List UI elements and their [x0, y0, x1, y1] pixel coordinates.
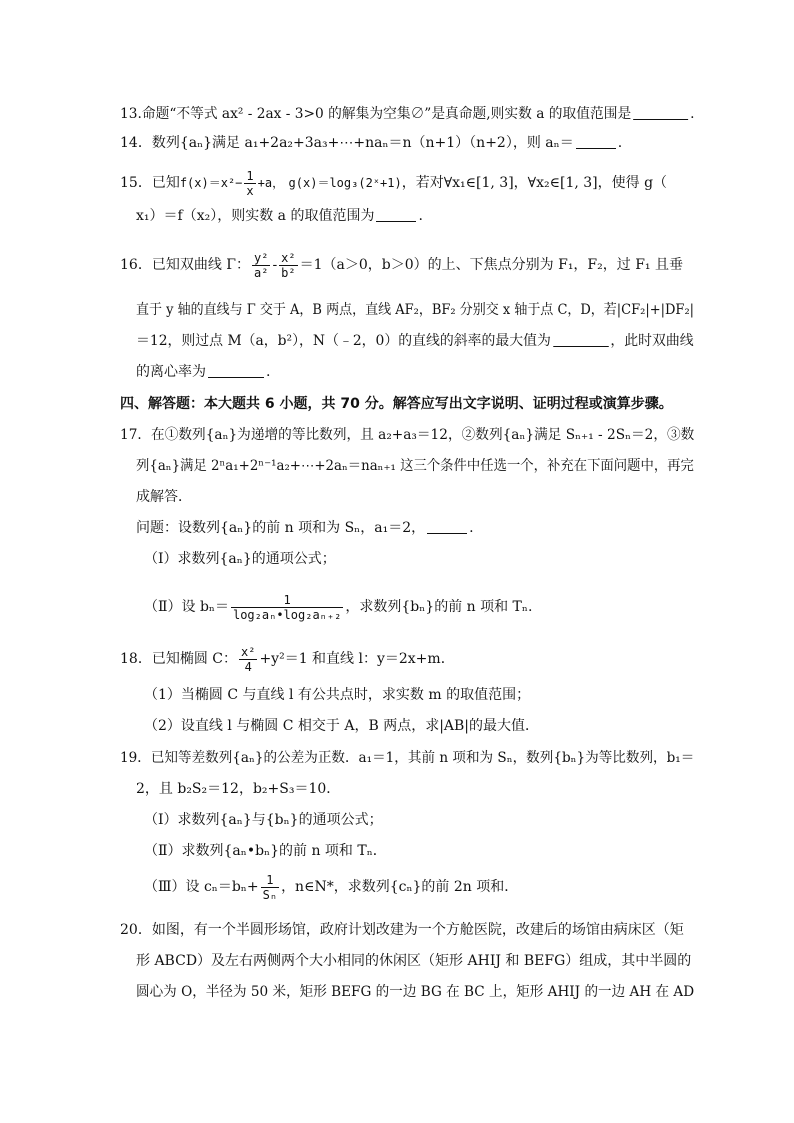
question-16-line-4 — [136, 362, 270, 382]
section-heading: 四、解答题：本大题共 6 小题，共 70 分。解答应写出文字说明、证明过程或演算步骤。 — [120, 396, 673, 412]
question-15-text: x₁）＝f（x₂），则实数 a 的取值范围为 — [136, 208, 375, 224]
question-19-part-3-intro: （Ⅲ）设 cₙ＝bₙ+ — [144, 879, 259, 895]
question-17-text: 17．在①数列{aₙ}为递增的等比数列，且 a₂+a₃＝12，②数列{aₙ}满足 Sₙ₊₁ - 2Sₙ＝2，③数 — [120, 427, 695, 443]
answer-blank — [576, 134, 616, 149]
question-19-part-1 — [144, 810, 383, 830]
question-17-line-2 — [136, 456, 694, 476]
question-17-tail: . — [469, 520, 474, 536]
question-19-part-2-text: （Ⅱ）求数列{aₙ•bₙ}的前 n 项和 Tₙ． — [144, 843, 387, 859]
question-20-line-3 — [136, 982, 694, 1002]
question-17-part-1-text: （Ⅰ）求数列{aₙ}的通项公式； — [144, 551, 336, 567]
question-19-text: 2，且 b₂S₂＝12，b₂+S₃＝10． — [136, 781, 341, 797]
question-19-part-3 — [144, 870, 518, 904]
question-20-line-2 — [136, 951, 691, 971]
question-18-part-1-text: （1）当椭圆 C 与直线 l 有公共点时，求实数 m 的取值范围； — [144, 687, 531, 703]
question-16-tail: . — [266, 364, 271, 380]
fraction-numerator: 1 — [283, 592, 291, 607]
question-18-intro: 18．已知椭圆 C： — [120, 651, 237, 667]
question-13-tail: . — [690, 106, 695, 122]
question-18-part-2-text: （2）设直线 l 与椭圆 C 相交于 A，B 两点，求|AB|的最大值． — [144, 718, 540, 734]
question-17-part-1 — [144, 549, 336, 569]
question-14-text: 14．数列{aₙ}满足 a₁+2a₂+3a₃+⋯+naₙ＝n（n+1）（n+2），则 aₙ＝ — [120, 135, 574, 151]
question-15-intro: 15．已知 — [120, 175, 180, 191]
question-19-line-1 — [120, 748, 694, 768]
question-18-line-1 — [120, 642, 455, 676]
question-17-problem-text: 问题：设数列{aₙ}的前 n 项和为 Sₙ，a₁＝2， — [136, 520, 426, 536]
fraction-denominator: 4 — [239, 659, 257, 674]
fraction-denominator: x — [246, 183, 254, 198]
question-14 — [120, 133, 622, 153]
question-16-line-3 — [136, 331, 694, 351]
question-15-line-2 — [136, 206, 423, 226]
question-17-text: 成解答． — [136, 489, 192, 505]
question-16-line-1 — [120, 248, 683, 282]
fraction-1-over-x — [244, 169, 255, 198]
question-13-text: 13.命题“不等式 ax² - 2ax - 3>0 的解集为空集∅”是真命题,则实数 a 的取值范围是 — [120, 106, 632, 122]
answer-blank — [633, 105, 688, 120]
question-18-text: +y²＝1 和直线 l：y＝2x+m． — [259, 651, 455, 667]
question-20-text: 20．如图，有一个半圆形场馆，政府计划改建为一个方舱医院，改建后的场馆由病床区（矩 — [120, 922, 684, 938]
question-19-part-3-text: ，n∈N*，求数列{cₙ}的前 2n 项和． — [281, 879, 519, 895]
function-f-expression-tail: +a， — [257, 176, 285, 190]
question-17-problem — [136, 518, 474, 538]
question-17-part-2-intro: （Ⅱ）设 bₙ＝ — [144, 599, 229, 615]
question-19-text: 19．已知等差数列{aₙ}的公差为正数．a₁＝1，其前 n 项和为 Sₙ，数列{bₙ}为等比数列，b₁＝ — [120, 750, 695, 766]
answer-blank — [376, 207, 416, 222]
question-16-text: 直于 y 轴的直线与 Γ 交于 A，B 两点，直线 AF₂，BF₂ 分别交 x 轴于点 C，D，若|CF₂|+|DF₂| — [136, 302, 695, 318]
question-17-part-2 — [144, 590, 532, 624]
fraction-denominator: a² — [253, 265, 269, 280]
question-16-text: 的离心率为 — [136, 364, 206, 380]
fraction-denominator: log₂aₙ•log₂aₙ₊₂ — [232, 607, 342, 622]
question-17-text: 列{aₙ}满足 2ⁿa₁+2ⁿ⁻¹a₂+⋯+2aₙ＝naₙ₊₁ 这三个条件中任选一个，补充在下面问题中，再完 — [136, 458, 694, 474]
fraction-numerator: y² — [253, 250, 269, 265]
question-15-line-1 — [120, 168, 667, 198]
fraction-numerator: 1 — [266, 872, 274, 887]
question-20-text: 圆心为 O，半径为 50 米，矩形 BEFG 的一边 BG 在 BC 上，矩形 AHIJ 的一边 AH 在 AD — [136, 984, 695, 1000]
question-15-condition: ，若对∀x₁∈[1, 3]，∀x₂∈[1, 3]，使得 g（ — [401, 175, 668, 191]
question-17-line-3 — [136, 487, 192, 507]
question-15-tail: . — [418, 208, 423, 224]
question-17-line-1 — [120, 425, 694, 445]
fraction-x2-over-4 — [239, 645, 257, 674]
fraction-numerator: x² — [281, 250, 296, 265]
question-14-tail: . — [617, 135, 623, 151]
fraction-x2-over-b2 — [279, 251, 297, 280]
function-f-expression: f(x)＝x²− — [179, 176, 243, 190]
question-19-line-2 — [136, 779, 340, 799]
fraction-numerator: 1 — [246, 168, 254, 183]
question-16-text: ＝1（a＞0，b＞0）的上、下焦点分别为 F₁，F₂，过 F₁ 且垂 — [299, 257, 683, 273]
fraction-denominator: b² — [281, 265, 296, 280]
question-16-intro: 16．已知双曲线 Γ： — [120, 257, 250, 273]
question-16-text: ，此时双曲线 — [610, 333, 694, 349]
fraction-numerator: x² — [240, 644, 256, 659]
fraction-1-over-s-n — [261, 873, 279, 902]
question-16-line-2 — [136, 300, 694, 320]
question-19-part-1-text: （Ⅰ）求数列{aₙ}与{bₙ}的通项公式； — [144, 812, 383, 828]
question-13 — [120, 104, 694, 124]
minus-sign: - — [272, 257, 278, 273]
question-18-part-2 — [144, 716, 539, 736]
answer-blank — [553, 332, 609, 347]
fraction-b-n — [231, 593, 343, 622]
question-16-text: ＝12，则过点 M（a，b²），N（﹣2，0）的直线的斜率的最大值为 — [136, 333, 551, 349]
answer-blank — [208, 363, 264, 378]
question-18-part-1 — [144, 685, 530, 705]
function-g-expression: g(x)＝log₃(2ˣ+1) — [288, 176, 402, 190]
question-20-line-1 — [120, 920, 684, 940]
question-20-text: 形 ABCD）及左右两侧两个大小相同的休闲区（矩形 AHIJ 和 BEFG）组成，其中半圆的 — [136, 953, 692, 969]
fraction-y2-over-a2 — [252, 251, 270, 280]
fraction-denominator: Sₙ — [262, 887, 278, 902]
answer-blank — [427, 519, 467, 534]
question-19-part-2 — [144, 841, 387, 861]
question-17-part-2-text: ，求数列{bₙ}的前 n 项和 Tₙ. — [345, 599, 533, 615]
